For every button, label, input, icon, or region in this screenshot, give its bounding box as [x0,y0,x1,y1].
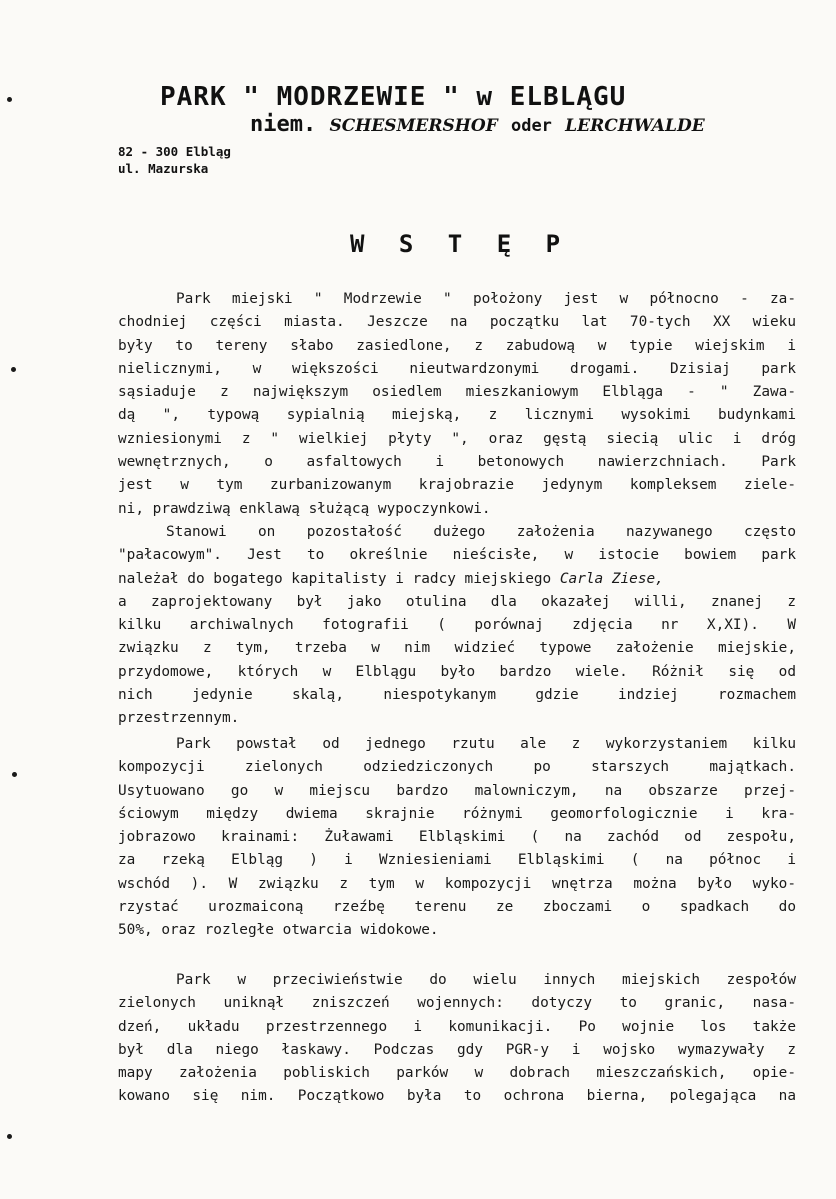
address-line-2: ul. Mazurska [118,161,209,176]
paragraph-line: Park powstał od jednego rzutu ale z wykorzystaniem kilku [176,736,796,752]
section-heading: W S T Ę P [350,230,571,258]
paragraph-line: kowano się nim. Początkowo była to ochrona bierna, polegająca na [118,1088,796,1105]
paragraph-line: Park w przeciwieństwie do wielu innych miejskich zespołów [176,972,796,988]
paragraph-line-text: należał do bogatego kapitalisty i radcy miejskiego [118,570,552,587]
punch-hole-mark [12,772,17,777]
paragraph-line: Park miejski " Modrzewie " położony jest w północno - za- [176,291,796,307]
punch-hole-mark [7,1134,12,1139]
paragraph-line: mapy założenia pobliskich parków w dobrach mieszczańskich, opie- [118,1065,796,1082]
italic-person-name: Carla Ziese, [559,570,664,587]
paragraph-line: zielonych uniknął zniszczeń wojennych: dotyczy to granic, nasa- [118,995,796,1012]
paragraph-line: ni, prawdziwą enklawą służącą wypoczynkowi. [118,500,491,517]
subtitle-name-2: LERCHWALDE [565,116,705,136]
paragraph-line: kilku archiwalnych fotografii ( porównaj zdjęcia nr X,XI). W [118,617,796,634]
paragraph-line: dą ", typową sypialnią miejską, z licznymi wysokimi budynkami [118,407,796,424]
paragraph-line: ściowym między dwiema skrajnie różnymi geomorfologicznie i kra- [118,805,796,822]
paragraph-line: kompozycji zielonych odziedziczonych po starszych majątkach. [118,759,796,776]
paragraph-1 [118,288,796,521]
paragraph-line: 50%, oraz rozległe otwarcia widokowe. [118,922,439,939]
subtitle-oder: oder [510,116,552,136]
paragraph-3 [118,733,796,943]
paragraph-line: chodniej części miasta. Jeszcze na początku lat 70-tych XX wieku [118,314,796,331]
punch-hole-mark [7,97,12,102]
paragraph-line: sąsiaduje z największym osiedlem mieszkaniowym Elbląga - " Zawa- [118,384,796,401]
paragraph-line: za rzeką Elbląg ) i Wzniesieniami Elbląskimi ( na północ i [118,852,796,869]
paragraph-line: nich jedynie skalą, niespotykanym gdzie indziej rozmachem [118,687,796,704]
document-subtitle [250,112,770,137]
paragraph-line: nielicznymi, w większości nieutwardzonymi drogami. Dzisiaj park [118,360,796,377]
address-line-1: 82 - 300 Elbląg [118,144,231,159]
paragraph-line: jest w tym zurbanizowanym krajobrazie jedynym kompleksem ziele- [118,477,796,494]
paragraph-line: wzniesionymi z " wielkiej płyty ", oraz gęstą siecią ulic i dróg [118,430,796,447]
punch-hole-mark [11,367,16,372]
paragraph-line: wschód ). W związku z tym w kompozycji wnętrza można było wyko- [118,875,796,892]
paragraph-line: Usytuowano go w miejscu bardzo malowniczym, na obszarze przej- [118,782,796,799]
subtitle-name-1: SCHESMERSHOF [329,116,498,136]
paragraph-line: wewnętrznych, o asfaltowych i betonowych nawierzchniach. Park [118,454,796,471]
subtitle-prefix: niem. [250,112,317,137]
paragraph-2 [118,521,796,731]
document-title: PARK " MODRZEWIE " w ELBLĄGU [160,82,627,112]
paragraph-line: był dla niego łaskawy. Podczas gdy PGR-y i wojsko wymazywały z [118,1041,796,1058]
paragraph-line: Stanowi on pozostałość dużego założenia nazywanego często [166,524,796,540]
paragraph-line: dzeń, układu przestrzennego i komunikacji. Po wojnie los także [118,1018,796,1035]
paragraph-line [118,568,796,591]
paragraph-line: a zaprojektowany był jako otulina dla okazałej willi, znanej z [118,593,796,610]
paragraph-line: przestrzennym. [118,710,240,727]
paragraph-line: "pałacowym". Jest to określnie nieścisłe, w istocie bowiem park [118,547,796,564]
address-block [118,143,231,177]
paragraph-line: były to tereny słabo zasiedlone, z zabudową w typie wiejskim i [118,337,796,354]
paragraph-line: jobrazowo krainami: Żuławami Elbląskimi ( na zachód od zespołu, [118,829,796,846]
paragraph-line: rzystać urozmaiconą rzeźbę terenu ze zboczami o spadkach do [118,899,796,916]
paragraph-4 [118,969,796,1109]
paragraph-line: przydomowe, których w Elblągu było bardzo wiele. Różnił się od [118,663,796,680]
paragraph-line: związku z tym, trzeba w nim widzieć typowe założenie miejskie, [118,640,796,657]
